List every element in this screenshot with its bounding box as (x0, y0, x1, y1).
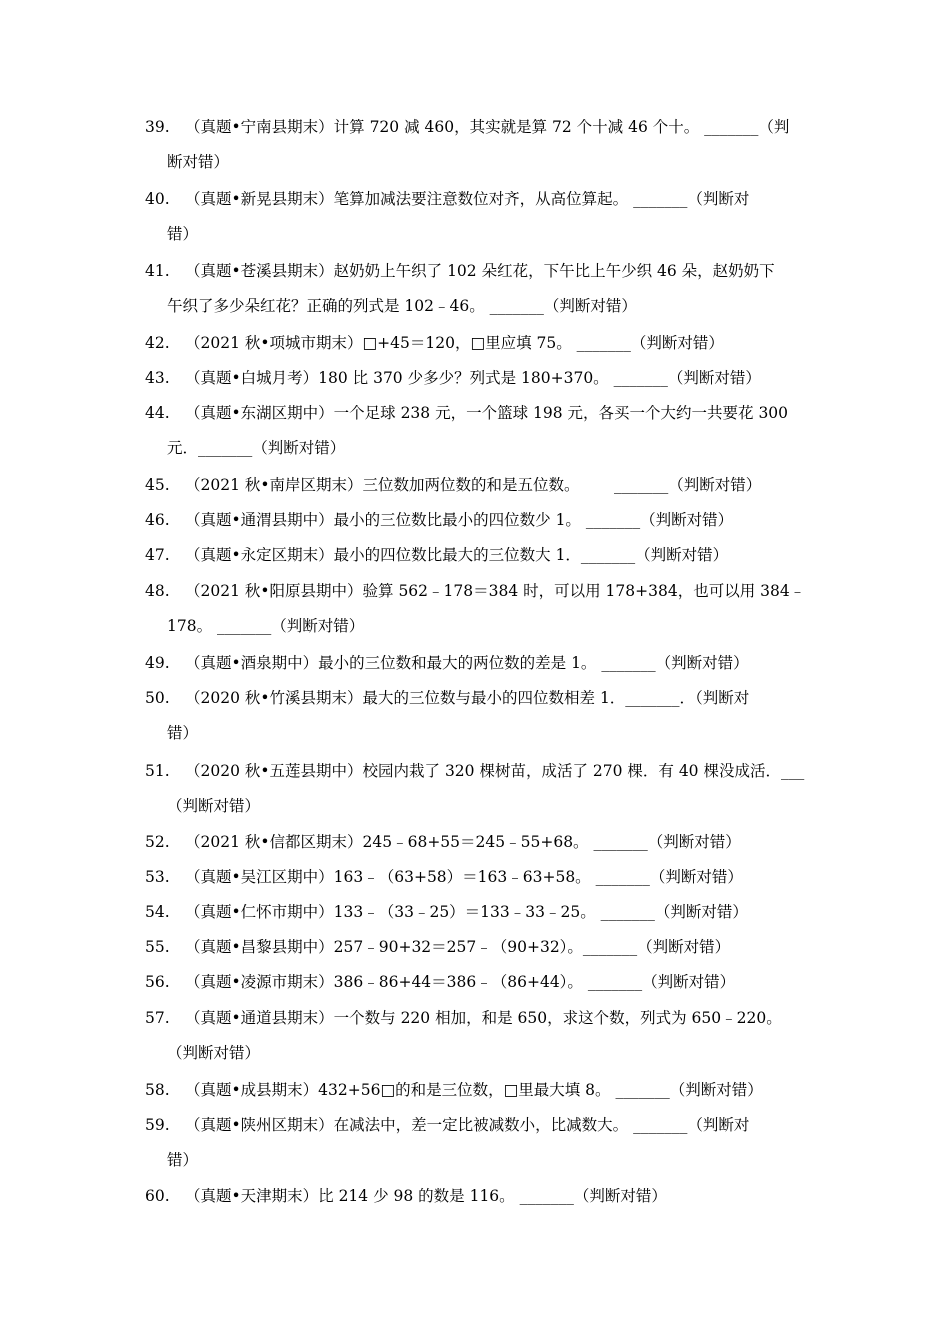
question-number: 52. (145, 833, 170, 851)
question-text-cont: 元．_______（判断对错） (167, 439, 346, 457)
question-number: 54. (145, 903, 170, 921)
question-text: （2020 秋•竹溪县期末）最大的三位数与最小的四位数相差 1．_______．（判断对 (185, 689, 750, 707)
question-number: 50. (145, 689, 170, 707)
question-52 (145, 825, 815, 860)
question-number: 46. (145, 511, 170, 529)
question-text: （真题•通渭县期中）最小的三位数比最小的四位数少 1。 _______（判断对错） (185, 511, 734, 529)
question-text-cont: （判断对错） (167, 1044, 261, 1062)
question-43 (145, 361, 815, 396)
question-59 (145, 1108, 815, 1178)
question-number: 44. (145, 404, 170, 422)
question-57 (145, 1001, 815, 1071)
question-number: 42. (145, 334, 170, 352)
question-44 (145, 396, 815, 466)
question-text: （真题•苍溪县期末）赵奶奶上午织了 102 朵红花，下午比上午少织 46 朵，赵奶奶下 (185, 262, 775, 280)
question-text: （真题•天津期末）比 214 少 98 的数是 116。 _______（判断对错） (185, 1187, 667, 1205)
question-number: 60. (145, 1187, 170, 1205)
question-text-cont: 错） (167, 724, 199, 742)
question-47 (145, 538, 815, 573)
question-55 (145, 930, 815, 965)
question-45 (145, 468, 815, 503)
question-text: （2020 秋•五莲县期中）校园内栽了 320 棵树苗，成活了 270 棵．有 40 棵没成活．___ (185, 762, 805, 780)
question-text: （真题•仁怀市期中）133﹣（33﹣25）＝133﹣33﹣25。 _______（判断对错） (185, 903, 748, 921)
question-text: （真题•陕州区期末）在减法中，差一定比被减数小，比减数大。 _______（判断对 (185, 1116, 750, 1134)
question-50 (145, 681, 815, 751)
question-number: 49. (145, 654, 170, 672)
question-text-cont: 午织了多少朵红花？正确的列式是 102﹣46。 _______（判断对错） (167, 297, 637, 315)
question-number: 45. (145, 476, 170, 494)
question-53 (145, 860, 815, 895)
question-46 (145, 503, 815, 538)
question-number: 56. (145, 973, 170, 991)
question-60 (145, 1179, 815, 1214)
question-number: 41. (145, 262, 170, 280)
question-number: 40. (145, 190, 170, 208)
question-51 (145, 754, 815, 824)
question-text: （2021 秋•南岸区期末）三位数加两位数的和是五位数。 _______（判断对错） (185, 476, 762, 494)
question-text: （真题•酒泉期中）最小的三位数和最大的两位数的差是 1。 _______（判断对错） (185, 654, 749, 672)
question-text: （真题•吴江区期中）163﹣（63+58）＝163﹣63+58。 _______（判断对错） (185, 868, 743, 886)
question-number: 47. (145, 546, 170, 564)
question-number: 48. (145, 582, 170, 600)
question-41 (145, 254, 815, 324)
question-text: （2021 秋•信都区期末）245﹣68+55＝245﹣55+68。 _______（判断对错） (185, 833, 741, 851)
question-text-cont: 断对错） (167, 153, 230, 171)
question-text: （真题•新晃县期末）笔算加减法要注意数位对齐，从高位算起。 _______（判断对 (185, 190, 750, 208)
question-text-cont: 错） (167, 225, 199, 243)
question-number: 51. (145, 762, 170, 780)
question-number: 55. (145, 938, 170, 956)
question-text-cont: 错） (167, 1151, 199, 1169)
question-text: （真题•通道县期末）一个数与 220 相加，和是 650，求这个数，列式为 650﹣220。 (185, 1009, 782, 1027)
question-39 (145, 110, 815, 180)
question-number: 43. (145, 369, 170, 387)
question-number: 39. (145, 118, 170, 136)
question-text-cont: （判断对错） (167, 797, 261, 815)
question-text: （2021 秋•阳原县期中）验算 562﹣178＝384 时，可以用 178+384，也可以用 384﹣ (185, 582, 806, 600)
question-56 (145, 965, 815, 1000)
question-number: 53. (145, 868, 170, 886)
question-42 (145, 326, 815, 361)
question-text-cont: 178。 _______（判断对错） (167, 617, 365, 635)
question-text: （真题•宁南县期末）计算 720 减 460，其实就是算 72 个十减 46 个十。 _______（判 (185, 118, 790, 136)
question-58 (145, 1073, 815, 1108)
question-text: （真题•东湖区期中）一个足球 238 元，一个篮球 198 元，各买一个大约一共要花 300 (185, 404, 789, 422)
question-text: （真题•凌源市期末）386﹣86+44＝386﹣（86+44）。 _______（判断对错） (185, 973, 736, 991)
question-text: （真题•白城月考）180 比 370 少多少？列式是 180+370。 _______（判断对错） (185, 369, 761, 387)
question-number: 57. (145, 1009, 170, 1027)
question-54 (145, 895, 815, 930)
question-text: （2021 秋•项城市期末）□+45＝120，□里应填 75。 _______（判断对错） (185, 334, 724, 352)
question-text: （真题•昌黎县期中）257﹣90+32＝257﹣（90+32）。_______（判断对错） (185, 938, 731, 956)
question-number: 59. (145, 1116, 170, 1134)
question-text: （真题•成县期末）432+56□的和是三位数，□里最大填 8。 _______（判断对错） (185, 1081, 763, 1099)
question-49 (145, 646, 815, 681)
question-number: 58. (145, 1081, 170, 1099)
question-40 (145, 182, 815, 252)
question-text: （真题•永定区期末）最小的四位数比最大的三位数大 1．_______（判断对错） (185, 546, 729, 564)
question-48 (145, 574, 815, 644)
